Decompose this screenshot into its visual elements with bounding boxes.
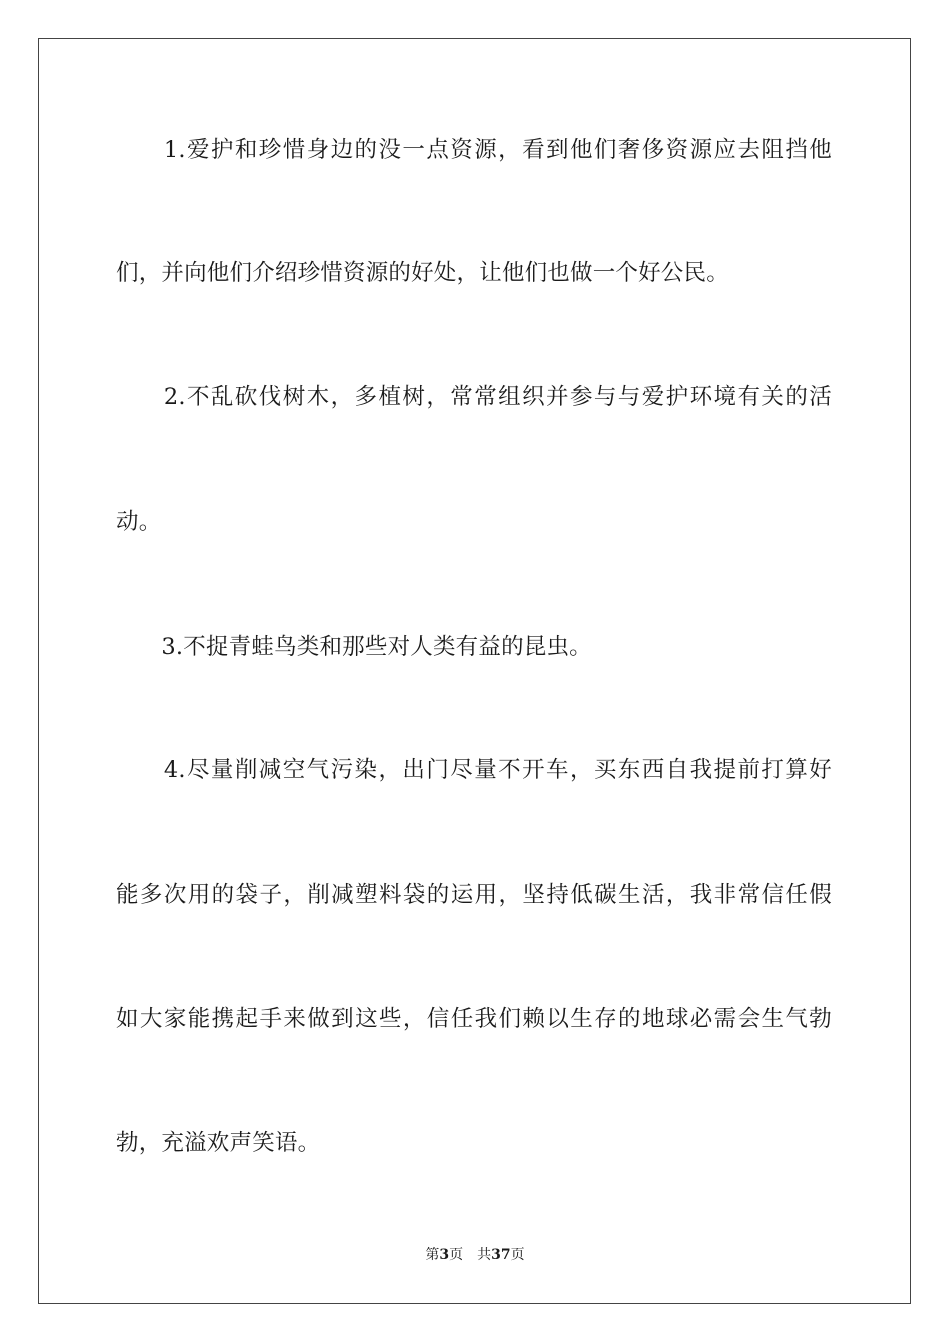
total-prefix: 共: [477, 1247, 492, 1263]
page-border: [38, 38, 911, 1304]
text-line: 如大家能携起手来做到这些，信任我们赖以生存的地球必需会生气勃: [116, 1006, 832, 1032]
text-line: 们，并向他们介绍珍惜资源的好处，让他们也做一个好公民。: [116, 260, 729, 286]
text-line: 2.不乱砍伐树木，多植树，常常组织并参与与爱护环境有关的活: [116, 384, 832, 410]
page-suffix: 页: [449, 1247, 464, 1263]
text-line: 能多次用的袋子，削减塑料袋的运用，坚持低碳生活，我非常信任假: [116, 882, 832, 908]
page-number: 3: [439, 1247, 450, 1263]
text-line: 1.爱护和珍惜身边的没一点资源，看到他们奢侈资源应去阻挡他: [116, 137, 832, 163]
page-prefix: 第: [425, 1247, 440, 1263]
text-line: 勃，充溢欢声笑语。: [116, 1130, 321, 1156]
text-line: 4.尽量削减空气污染，出门尽量不开车，买东西自我提前打算好: [116, 757, 832, 783]
total-suffix: 页: [510, 1247, 525, 1263]
total-pages: 37: [491, 1247, 511, 1263]
text-line: 3.不捉青蛙鸟类和那些对人类有益的昆虫。: [116, 634, 592, 660]
page-footer: [0, 1246, 950, 1264]
text-line: 动。: [116, 509, 162, 535]
